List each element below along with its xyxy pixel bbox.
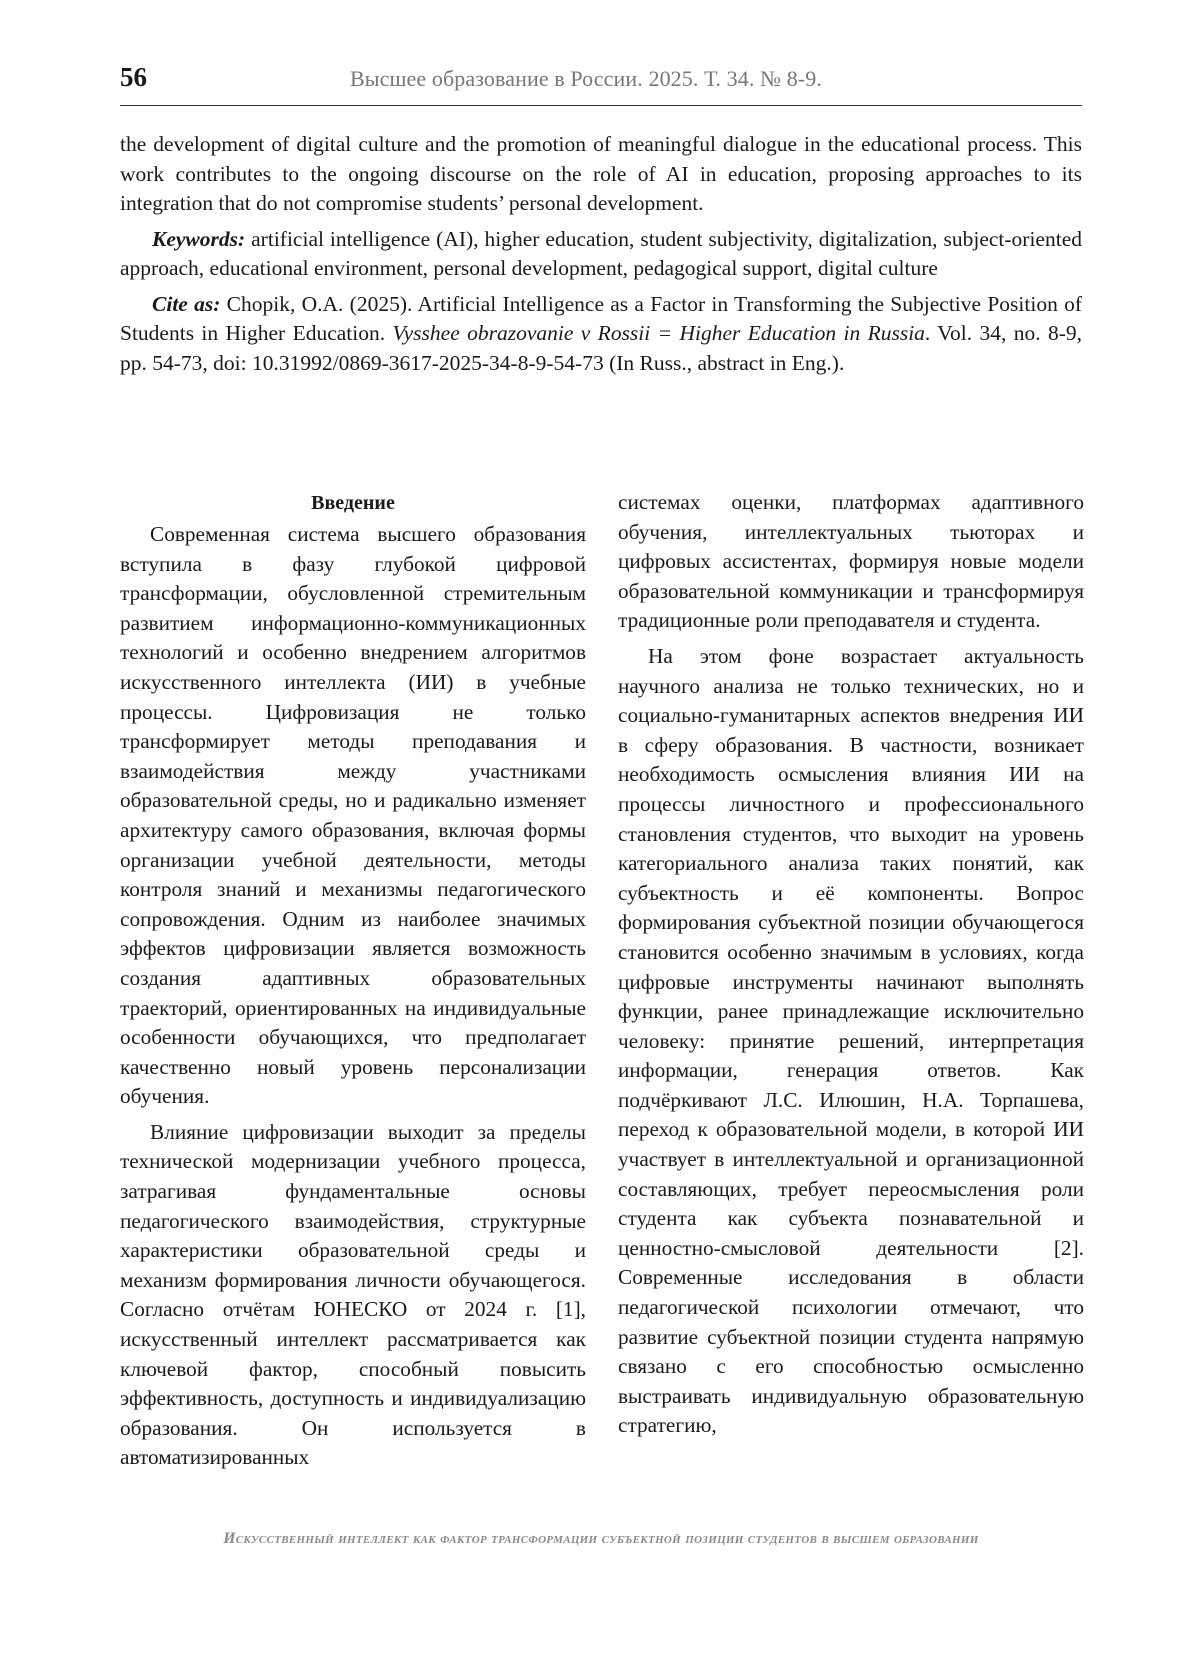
- keywords-paragraph: [120, 225, 1082, 284]
- body-paragraph: На этом фоне возрастает актуальность научного анализа не только технических, но и социально-гуманитарных аспектов внедрения ИИ в сферу образования. В частности, возникает необходимость осмысления влияния ИИ на процессы личностного и профессионального становления студентов, что выходит на уровень категориального анализа таких понятий, как субъектность и её компоненты. Вопрос формирования субъектной позиции обучающегося становится особенно значимым в условиях, когда цифровые инструменты начинают выполнять функции, ранее принадлежащие исключительно человеку: принятие решений, интерпретация информации, генерация ответов. Как подчёркивают Л.С. Илюшин, Н.А. Торпашева, переход к образовательной модели, в которой ИИ участвует в интеллектуальной и организационной составляющих, требует переосмысления роли студента как субъекта познавательной и ценностно-смысловой деятельности [2]. Современные исследования в области педагогической психологии отмечают, что развитие субъектной позиции студента напрямую связано с его способностью осмысленно выстраивать индивидуальную образовательную стратегию,: [618, 643, 1084, 1438]
- page-number: 56: [120, 62, 147, 92]
- left-column: [120, 488, 586, 1479]
- keywords-text: artificial intelligence (AI), higher education, student subjectivity, digitalization, subject-oriented approach, educational environment, personal development, pedagogical support, digital culture: [120, 226, 1082, 280]
- body-paragraph: Влияние цифровизации выходит за пределы технической модернизации учебного процесса, затрагивая фундаментальные основы педагогического взаимодействия, структурные характеристики образовательной среды и механизм формирования личности обучающегося. Согласно отчётам ЮНЕСКО от 2024 г. [1], искусственный интеллект рассматривается как ключевой фактор, способный повысить эффективность, доступность и индивидуализацию образования. Он используется в автоматизированных: [120, 1119, 586, 1470]
- section-heading: Введение: [311, 492, 395, 514]
- running-footer: Искусственный интеллект как фактор трансформации субъектной позиции студентов в высшем образовании: [223, 1530, 979, 1547]
- cite-text-1: Chopik, O.A. (2025). Artificial Intelligence as a Factor in Transforming the Subjective Position of Students in Higher Education.: [120, 291, 1082, 345]
- right-column: [618, 488, 1084, 1447]
- abstract-block: [120, 130, 1082, 384]
- cite-journal: Vysshee obrazovanie v Rossii = Higher Education in Russia: [392, 321, 925, 345]
- cite-text-2: . Vol. 34, no. 8-9, pp. 54-73, doi: 10.31992/0869-3617-2025-34-8-9-54-73 (In Russ., abstract in Eng.).: [120, 321, 1082, 375]
- journal-running-title: Высшее образование в России. 2025. Т. 34. № 8-9.: [350, 66, 822, 91]
- header-rule: [120, 105, 1082, 106]
- abstract-continuation: the development of digital culture and the promotion of meaningful dialogue in the educational process. This work contributes to the ongoing discourse on the role of AI in education, proposing approaches to its integration that do not compromise students’ personal development.: [120, 132, 1082, 215]
- body-paragraph: Современная система высшего образования вступила в фазу глубокой цифровой трансформации, обусловленной стремительным развитием информационно-коммуникационных технологий и особенно внедрением алгоритмов искусственного интеллекта (ИИ) в учебные процессы. Цифровизация не только трансформирует методы преподавания и взаимодействия между участниками образовательной среды, но и радикально изменяет архитектуру самого образования, включая формы организации учебной деятельности, методы контроля знаний и механизмы педагогического сопровождения. Одним из наиболее значимых эффектов цифровизации является возможность создания адаптивных образовательных траекторий, ориентированных на индивидуальные особенности обучающихся, что предполагает качественно новый уровень персонализации обучения.: [120, 522, 586, 1109]
- cite-label: Cite as:: [152, 291, 221, 316]
- citation-paragraph: [120, 290, 1082, 379]
- body-paragraph-continued: системах оценки, платформах адаптивного обучения, интеллектуальных тьюторах и цифровых ассистентах, формируя новые модели образовательной коммуникации и трансформируя традиционные роли преподавателя и студента.: [618, 490, 1084, 633]
- page-header: [120, 62, 1082, 108]
- keywords-label: Keywords:: [152, 226, 246, 251]
